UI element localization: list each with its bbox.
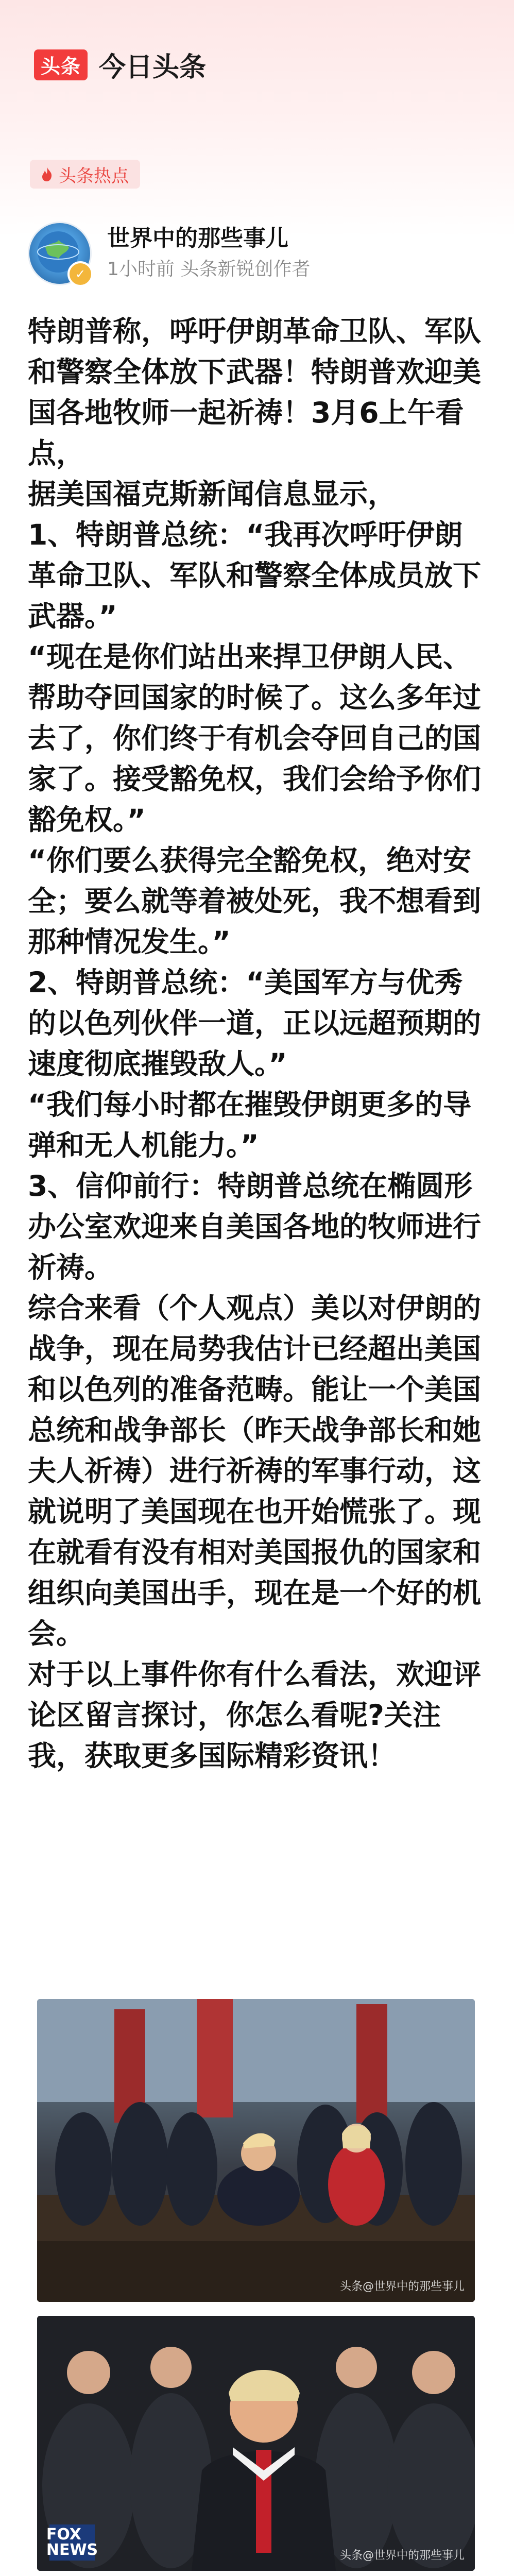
article-paragraph: 综合来看（个人观点）美以对伊朗的战争，现在局势我估计已经超出美国和以色列的准备范畴。能让一个美国总统和战争部长（昨天战争部长和她夫人祈祷）进行祈祷的军事行动，这就说明了美国现在也开始慌张了。现在就看有没有相对美国报仇的国家和组织向美国出手，现在是一个好的机会。 — [28, 1292, 482, 1650]
article-body — [28, 311, 485, 1776]
hot-topic-tag[interactable] — [30, 160, 140, 189]
article-paragraph: “我们每小时都在摧毁伊朗更多的导弹和无人机能力。” — [28, 1088, 472, 1162]
photo-watermark: 头条@世界中的那些事儿 — [339, 2280, 465, 2293]
article-paragraph: 特朗普称，呼吁伊朗革命卫队、军队和警察全体放下武器！特朗普欢迎美国各地牧师一起祈祷！3月6上午看点， — [28, 315, 482, 470]
photo-scene — [37, 2316, 475, 2571]
article-photo-oval-office[interactable] — [37, 1999, 475, 2302]
flame-icon — [41, 166, 53, 182]
verified-badge-icon: ✓ — [67, 261, 93, 287]
article-paragraph: “你们要么获得完全豁免权，绝对安全；要么就等着被处死，我不想看到那种情况发生。” — [28, 844, 482, 958]
author-meta: 1小时前 头条新锐创作者 — [107, 259, 311, 280]
hot-topic-label: 头条热点 — [59, 165, 129, 187]
article-paragraph: 1、特朗普总统：“我再次呼吁伊朗革命卫队、军队和警察全体成员放下武器。” — [28, 518, 482, 633]
article-photo-press[interactable] — [37, 2316, 475, 2571]
article-paragraph: 对于以上事件你有什么看法，欢迎评论区留言探讨，你怎么看呢?关注我，获取更多国际精彩资讯！ — [28, 1658, 482, 1772]
app-name: 今日头条 — [99, 52, 207, 83]
photo-watermark: 头条@世界中的那些事儿 — [339, 2549, 465, 2562]
fox-news-logo: FOX NEWS — [49, 2524, 95, 2561]
author-avatar[interactable] — [28, 222, 92, 285]
toutiao-logo: 头条 — [34, 49, 88, 80]
article-paragraph: 据美国福克斯新闻信息显示， — [28, 478, 397, 511]
author-block[interactable] — [28, 222, 310, 285]
article-paragraph: “现在是你们站出来捍卫伊朗人民、帮助夺回国家的时候了。这么多年过去了，你们终于有机会夺回自己的国家了。接受豁免权，我们会给予你们豁免权。” — [28, 640, 482, 836]
author-name[interactable]: 世界中的那些事儿 — [107, 225, 288, 251]
article-paragraph: 3、信仰前行：特朗普总统在椭圆形办公室欢迎来自美国各地的牧师进行祈祷。 — [28, 1170, 482, 1284]
article-paragraph: 2、特朗普总统：“美国军方与优秀的以色列伙伴一道，正以远超预期的速度彻底摧毁敌人。” — [28, 966, 482, 1080]
photo-scene — [37, 1999, 475, 2302]
app-brand — [34, 45, 206, 84]
